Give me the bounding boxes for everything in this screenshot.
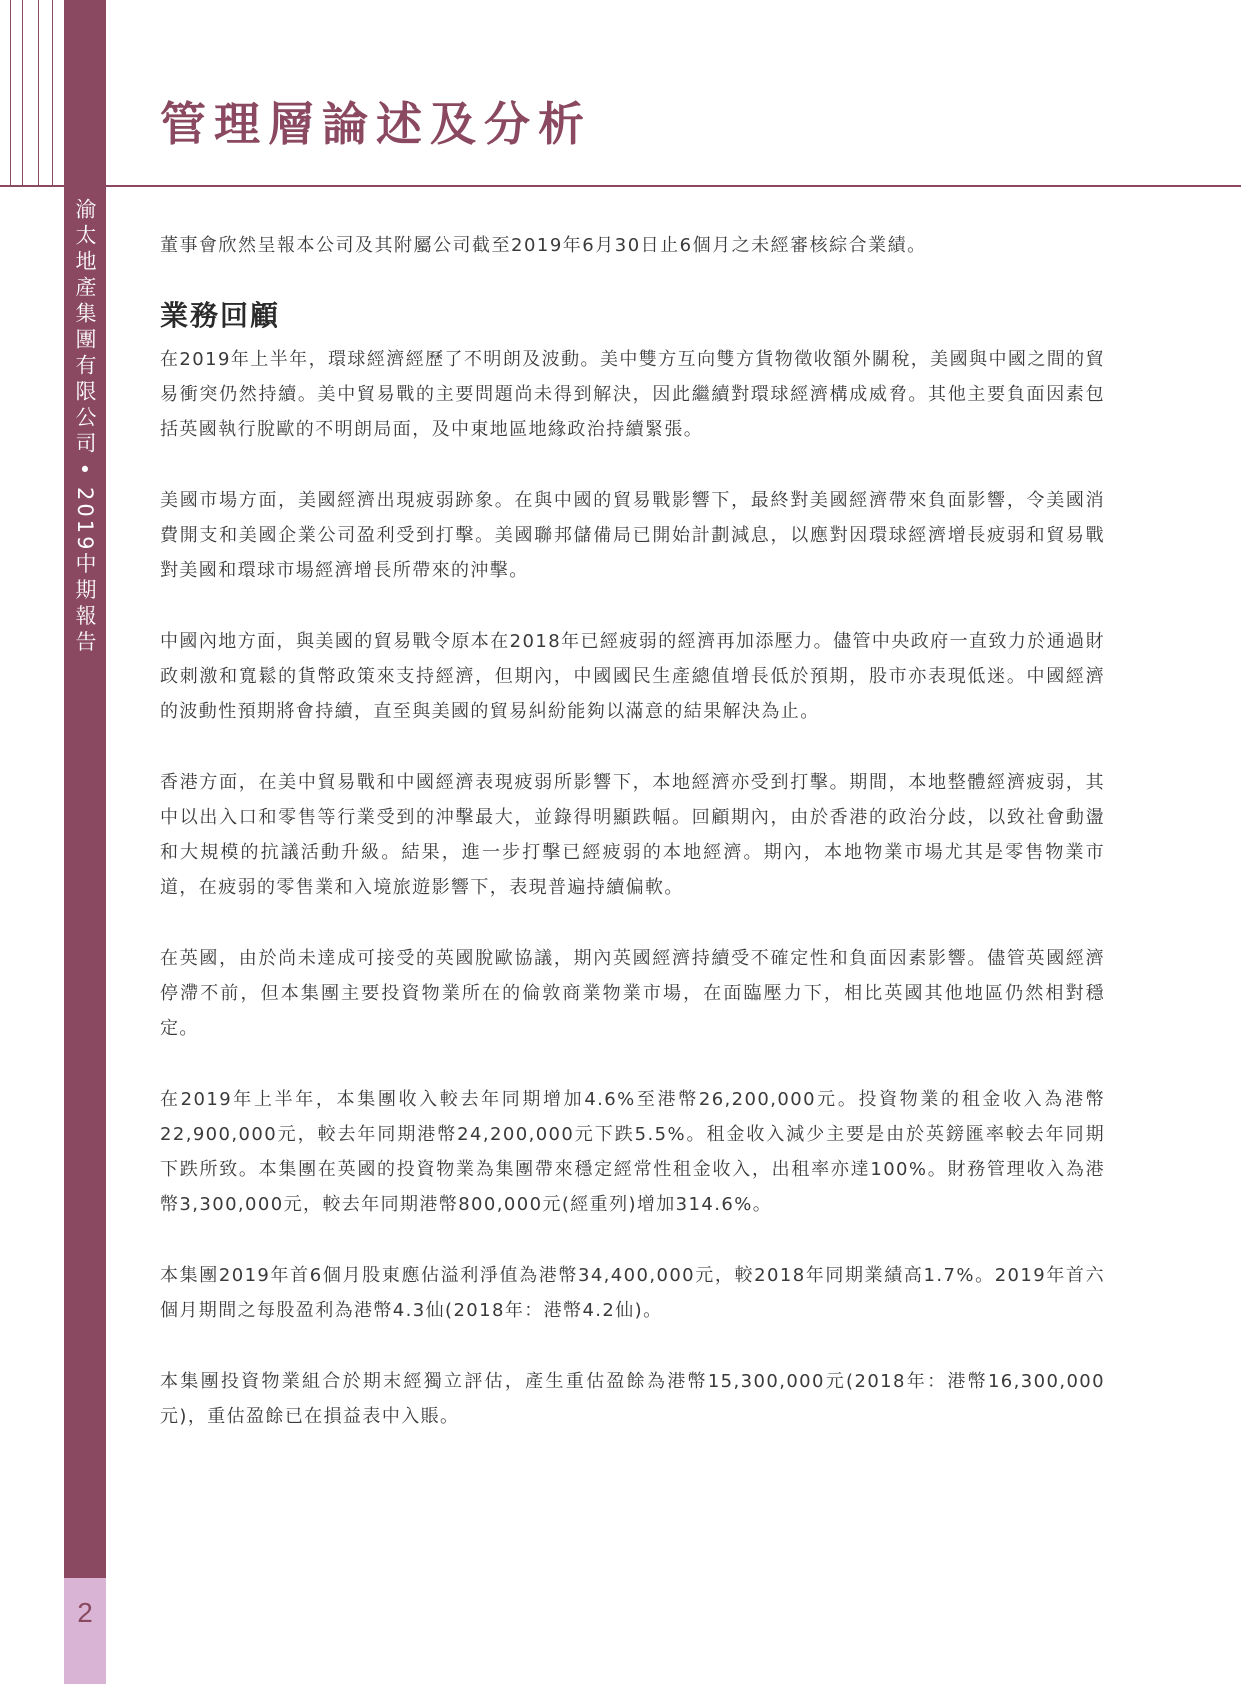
page-tab xyxy=(64,1578,106,1684)
sidebar-report: 中期報告 xyxy=(73,552,97,657)
decorative-line xyxy=(10,0,11,186)
decorative-line xyxy=(38,0,39,186)
paragraph-revenue: 在2019年上半年，本集團收入較去年同期增加4.6%至港幣26,200,000元。投資物業的租金收入為港幣22,900,000元，較去年同期港幣24,200,000元下跌5.5%。租金收入減少主要是由於英鎊匯率較去年同期下跌所致。本集團在英國的投資物業為集團帶來穩定經常性租金收入，出租率亦達100%。財務管理收入為港幣3,300,000元，較去年同期港幣800,000元(經重列)增加314.6%。 xyxy=(160,1089,1105,1215)
decorative-line xyxy=(22,0,23,186)
paragraph-china-market: 中國內地方面，與美國的貿易戰令原本在2018年已經疲弱的經濟再加添壓力。儘管中央政府一直致力於通過財政刺激和寬鬆的貨幣政策來支持經濟，但期內，中國國民生產總值增長低於預期，股市亦表現低迷。中國經濟的波動性預期將會持續，直至與美國的貿易糾紛能夠以滿意的結果解決為止。 xyxy=(160,631,1105,722)
sidebar-report-label xyxy=(64,198,106,656)
paragraph-profit: 本集團2019年首6個月股東應佔溢利淨值為港幣34,400,000元，較2018年同期業績高1.7%。2019年首六個月期間之每股盈利為港幣4.3仙(2018年：港幣4.2仙)。 xyxy=(160,1265,1105,1321)
paragraph-hong-kong-market: 香港方面，在美中貿易戰和中國經濟表現疲弱所影響下，本地經濟亦受到打擊。期間，本地整體經濟疲弱，其中以出入口和零售等行業受到的沖擊最大，並錄得明顯跌幅。回顧期內，由於香港的政治分歧，以致社會動盪和大規模的抗議活動升級。結果，進一步打擊已經疲弱的本地經濟。期內，本地物業市場尤其是零售物業市道，在疲弱的零售業和入境旅遊影響下，表現普遍持續偏軟。 xyxy=(160,772,1105,898)
sidebar-company: 渝太地產集團有限公司 xyxy=(73,198,97,458)
paragraph-global-economy: 在2019年上半年，環球經濟經歷了不明朗及波動。美中雙方互向雙方貨物徵收額外關稅，美國與中國之間的貿易衝突仍然持續。美中貿易戰的主要問題尚未得到解決，因此繼續對環球經濟構成威脅。其他主要負面因素包括英國執行脫歐的不明朗局面，及中東地區地緣政治持續緊張。 xyxy=(160,349,1105,440)
main-content xyxy=(160,232,1105,1470)
sidebar-separator: • xyxy=(73,458,97,487)
paragraph-uk-market: 在英國，由於尚未達成可接受的英國脫歐協議，期內英國經濟持續受不確定性和負面因素影響。儘管英國經濟停滯不前，但本集團主要投資物業所在的倫敦商業物業市場，在面臨壓力下，相比英國其他地區仍然相對穩定。 xyxy=(160,948,1105,1039)
section-heading: 業務回顧 xyxy=(160,299,281,332)
sidebar-year: 2019 xyxy=(73,487,97,553)
intro-text: 董事會欣然呈報本公司及其附屬公司截至2019年6月30日止6個月之未經審核綜合業績。 xyxy=(160,235,927,256)
paragraph-us-market: 美國市場方面，美國經濟出現疲弱跡象。在與中國的貿易戰影響下，最終對美國經濟帶來負面影響，令美國消費開支和美國企業公司盈利受到打擊。美國聯邦儲備局已開始計劃減息，以應對因環球經濟增長疲弱和貿易戰對美國和環球市場經濟增長所帶來的沖擊。 xyxy=(160,490,1105,581)
header-rule xyxy=(0,185,1241,187)
page-title: 管理層論述及分析 xyxy=(160,97,592,151)
page-number: 2 xyxy=(77,1597,93,1628)
decorative-line xyxy=(52,0,53,186)
paragraph-revaluation: 本集團投資物業組合於期末經獨立評估，產生重估盈餘為港幣15,300,000元(2018年：港幣16,300,000元)，重估盈餘已在損益表中入賬。 xyxy=(160,1371,1105,1427)
